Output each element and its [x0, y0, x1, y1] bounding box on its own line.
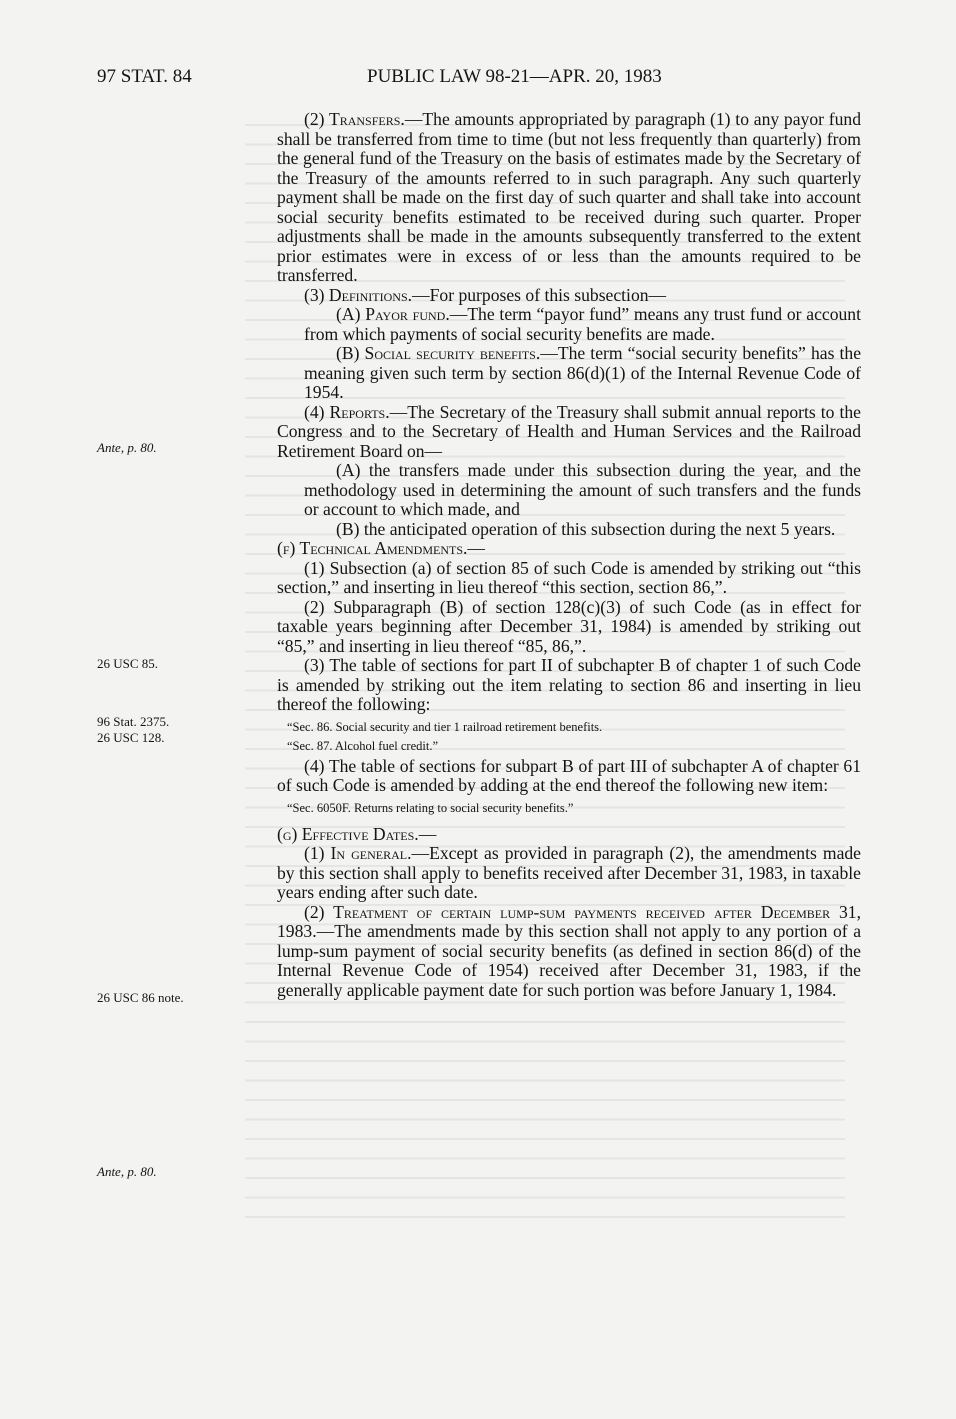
subsection-heading: (f) Technical Amendments. — [277, 538, 468, 558]
paragraph-text: —For purposes of this subsection— — [412, 284, 667, 305]
paragraph-heading: (1) In general. — [304, 843, 412, 863]
margin-note-96-stat-2375: 96 Stat. 2375. — [97, 714, 170, 729]
heading-dash: — — [418, 823, 437, 844]
paragraph-2-transfers — [277, 110, 861, 286]
margin-note-26-usc-85: 26 USC 85. — [97, 656, 159, 671]
paragraph-f1: (1) Subsection (a) of section 85 of such Code is amended by striking out “this section,” and inserting in lieu thereof “this section, section 86,”. — [277, 557, 861, 597]
subsection-g-effective-dates — [277, 825, 861, 845]
paragraph-text: —The term “payor fund” means any trust fund or account from which payments of social security benefits are made. — [304, 304, 861, 344]
heading-dash: — — [467, 538, 486, 558]
subsection-heading: (g) Effective Dates. — [277, 823, 419, 844]
paragraph-heading: (2) Treatment of certain lump-sum payments received after December 31, 1983. — [277, 901, 861, 941]
quoted-table-item-sec-87: “Sec. 87. Alcohol fuel credit.” — [287, 738, 438, 753]
paragraph-g1-in-general — [277, 844, 861, 903]
paragraph-text: —Except as provided in paragraph (2), the amendments made by this section shall apply to benefits received after December 31, 1983, in taxable years ending after such date. — [277, 843, 861, 902]
subparagraph-4a: (A) the transfers made under this subsection during the year, and the methodology used in determining the amount of such transfers and the funds or account to which made, and — [304, 460, 861, 519]
paragraph-text: —The amendments made by this section shall not apply to any portion of a lump-sum payment of social security benefits (as defined in section 86(d) of the Internal Revenue Code of 1954) received after December 31, 1983, if the generally applicable payment date for such portion was before January 1, 1984. — [277, 921, 861, 1000]
subparagraph-4b: (B) the anticipated operation of this subsection during the next 5 years. — [336, 518, 836, 539]
quoted-table-item-sec-86: “Sec. 86. Social security and tier 1 railroad retirement benefits. — [287, 719, 603, 734]
paragraph-heading: (B) Social security benefits. — [336, 343, 541, 363]
margin-note-ante-80: Ante, p. 80. — [97, 440, 157, 455]
public-law-title: PUBLIC LAW 98-21—APR. 20, 1983 — [367, 66, 662, 87]
paragraph-text: —The term “social security benefits” has the meaning given such term by section 86(d)(1) of the Internal Revenue Code of 1954. — [304, 343, 861, 402]
statute-body — [277, 110, 861, 1000]
paragraph-4-reports — [277, 403, 861, 462]
margin-note-26-usc-86-note: 26 USC 86 note. — [97, 990, 184, 1005]
margin-note-26-usc-128: 26 USC 128. — [97, 730, 165, 745]
paragraph-g2-lump-sum-payments — [277, 903, 861, 1001]
quoted-table-item-sec-6050f: “Sec. 6050F. Returns relating to social security benefits.” — [287, 800, 574, 815]
paragraph-heading: (2) Transfers. — [304, 109, 405, 129]
paragraph-f2: (2) Subparagraph (B) of section 128(c)(3) of such Code (as in effect for taxable years beginning after December 31, 1984) is amended by striking out “85,” and inserting in lieu thereof “85, 86,”. — [277, 596, 861, 656]
subsection-f-technical-amendments — [277, 539, 861, 559]
paragraph-f3: (3) The table of sections for part II of subchapter B of chapter 1 of such Code is amended by striking out the item relating to section 86 and inserting in lieu thereof the following: — [277, 655, 861, 714]
paragraph-3-definitions — [277, 286, 861, 306]
margin-note-ante-80-second: Ante, p. 80. — [97, 1164, 157, 1179]
paragraph-text: —The Secretary of the Treasury shall submit annual reports to the Congress and to the Secretary of Health and Human Services and the Railroad Retirement Board on— — [277, 401, 861, 461]
paragraph-text: —The amounts appropriated by paragraph (1) to any payor fund shall be transferred from time to time (but not less frequently than quarterly) from the general fund of the Treasury on the basis of estimates made by the Secretary of the Treasury of the amounts referred to in such paragraph. Any such quarterly payment shall be made on the first day of such quarter and shall take into account social security benefits estimated to be received during such quarter. Proper adjustments shall be made in the amounts subsequently transferred to the extent prior estimates were in excess of or less than the amounts required to be transferred. — [277, 109, 861, 285]
paragraph-heading: (4) Reports. — [304, 401, 390, 422]
stat-page-number: 97 STAT. 84 — [97, 66, 192, 87]
paragraph-heading: (A) Payor fund. — [336, 304, 450, 324]
subparagraph-3a-payor-fund — [277, 305, 861, 344]
subparagraph-3b-social-security-benefits — [277, 344, 861, 403]
page-header — [97, 66, 877, 90]
paragraph-heading: (3) Definitions. — [304, 284, 413, 305]
paragraph-f4: (4) The table of sections for subpart B of part III of subchapter A of chapter 61 of such Code is amended by adding at the end thereof the following new item: — [277, 755, 861, 795]
